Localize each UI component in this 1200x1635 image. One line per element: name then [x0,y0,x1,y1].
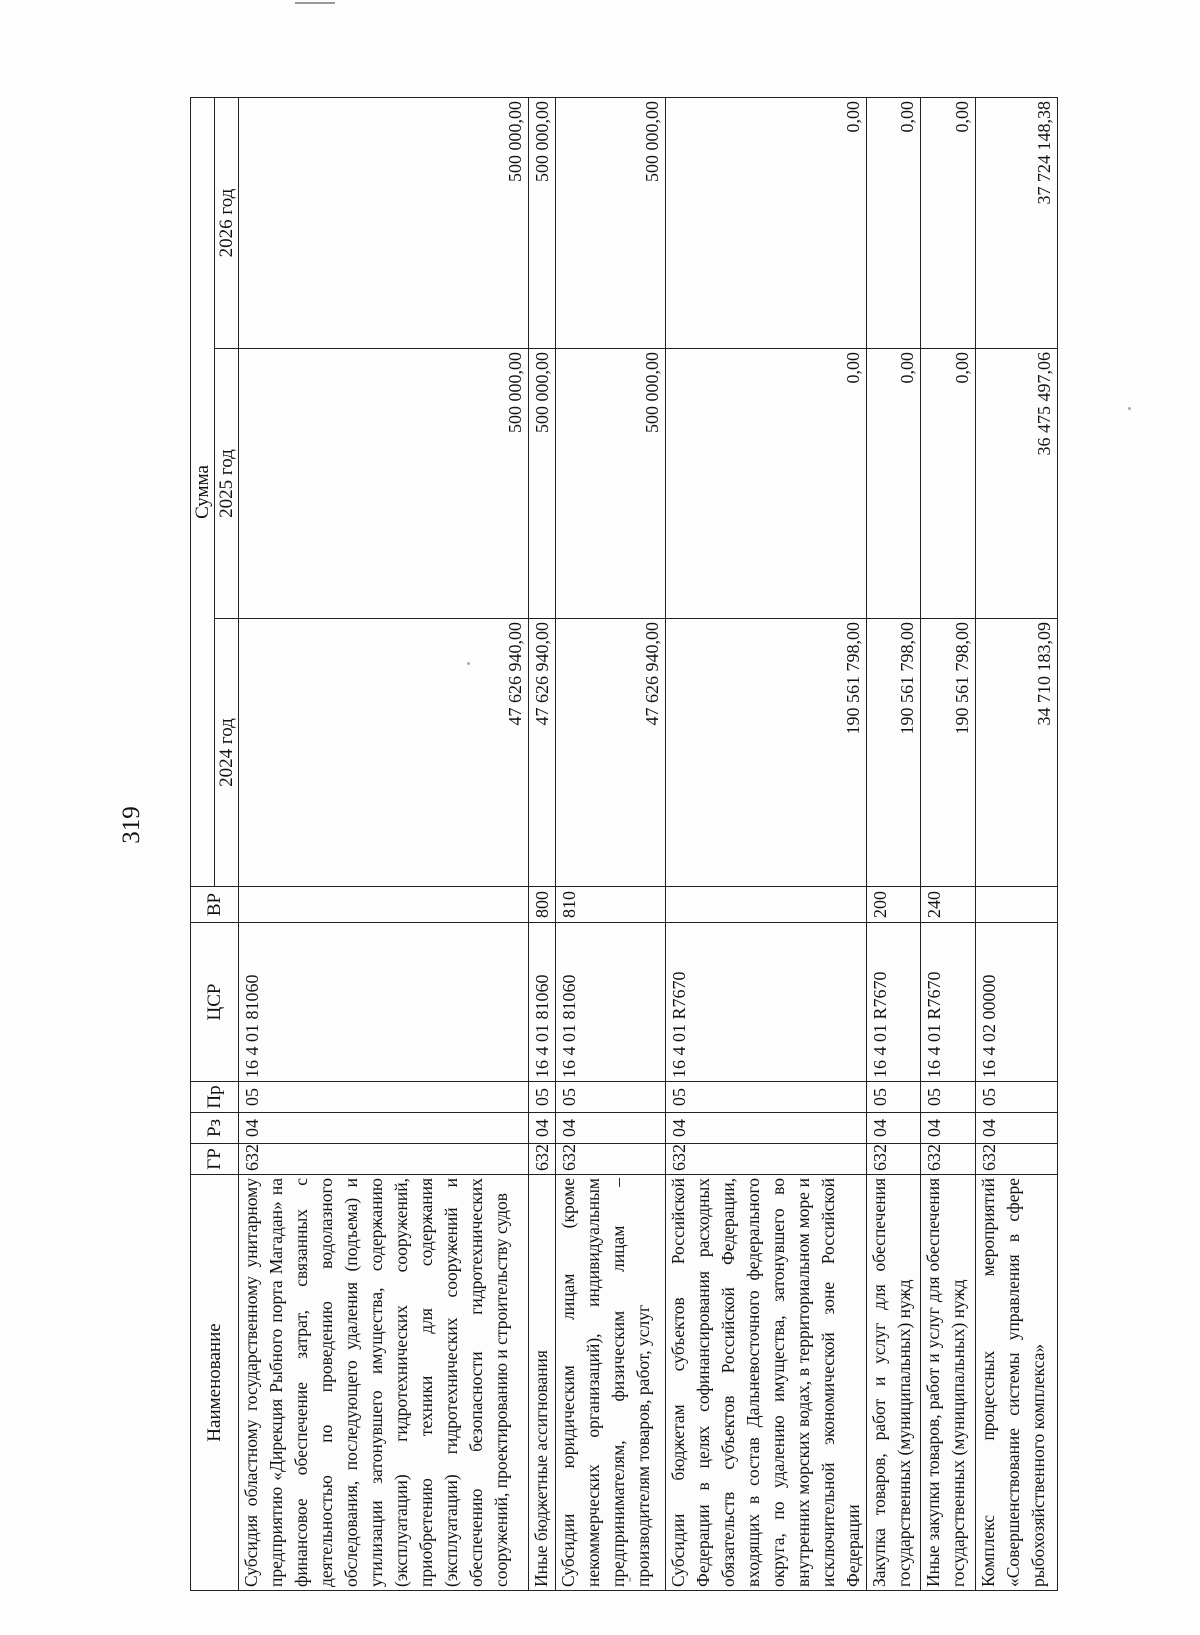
row-sum-2025: 500 000,00 [239,349,529,619]
row-rz: 04 [976,1113,1058,1144]
row-sum-2024: 190 561 798,00 [867,619,921,887]
row-sum-2024: 190 561 798,00 [666,619,867,887]
row-sum-2024: 47 626 940,00 [556,619,666,887]
row-sum-2025: 0,00 [666,349,867,619]
row-sum-2025: 0,00 [921,349,976,619]
row-sum-2026: 0,00 [867,97,921,348]
row-vr: 240 [921,887,976,923]
row-sum-2025: 36 475 497,06 [976,349,1058,619]
row-sum-2026: 0,00 [921,97,976,348]
row-rz: 04 [556,1113,666,1144]
row-name: Закупка товаров, работ и услуг для обеспечения государственных (муниципальных) нужд [867,1175,921,1591]
row-name: Субсидии бюджетам субъектов Российской Федерации в целях софинансирования расходных обязательств субъектов Российской Федерации, входящих в состав Дальневосточного федерального округа, по удалению имущества, затонувшего во внутренних морских водах, в территориальном море и исключительной экономической зоне Российской Федерации [666,1175,867,1591]
row-csr: 16 4 01 81060 [556,923,666,1082]
row-csr: 16 4 01 81060 [239,923,529,1082]
row-sum-2026: 37 724 148,38 [976,97,1058,348]
header-rz: Рз [191,1113,239,1144]
row-sum-2026: 500 000,00 [556,97,666,348]
rotated-table-container [190,98,1054,1591]
table-row [921,97,976,1590]
row-vr: 800 [529,887,556,923]
row-name: Субсидии юридическим лицам (кроме некоммерческих организаций), индивидуальным предпринимателям, физическим лицам – производителям товаров, работ, услуг [556,1175,666,1591]
row-name: Иные бюджетные ассигнования [529,1175,556,1591]
row-sum-2024: 34 710 183,09 [976,619,1058,887]
header-gr: ГР [191,1144,239,1175]
row-gr: 632 [867,1144,921,1175]
row-vr [666,887,867,923]
header-pr: Пр [191,1082,239,1113]
row-vr: 810 [556,887,666,923]
row-gr: 632 [239,1144,529,1175]
row-pr: 05 [921,1082,976,1113]
row-rz: 04 [666,1113,867,1144]
row-csr: 16 4 01 R7670 [921,923,976,1082]
row-vr [976,887,1058,923]
header-csr: ЦСР [191,923,239,1082]
row-vr: 200 [867,887,921,923]
scan-speck [1128,407,1131,410]
header-row-1 [191,97,215,1590]
table-row [529,97,556,1590]
row-sum-2024: 190 561 798,00 [921,619,976,887]
row-vr [239,887,529,923]
row-sum-2024: 47 626 940,00 [529,619,556,887]
row-csr: 16 4 01 81060 [529,923,556,1082]
row-gr: 632 [529,1144,556,1175]
row-rz: 04 [867,1113,921,1144]
row-csr: 16 4 01 R7670 [666,923,867,1082]
row-csr: 16 4 01 R7670 [867,923,921,1082]
row-rz: 04 [529,1113,556,1144]
header-sum: Сумма [191,97,215,886]
row-csr: 16 4 02 00000 [976,923,1058,1082]
row-pr: 05 [976,1082,1058,1113]
row-pr: 05 [529,1082,556,1113]
scan-artifact-line [295,2,335,4]
row-sum-2025: 0,00 [867,349,921,619]
row-name: Иные закупки товаров, работ и услуг для обеспечения государственных (муниципальных) нужд [921,1175,976,1591]
table-row [867,97,921,1590]
row-gr: 632 [666,1144,867,1175]
row-pr: 05 [239,1082,529,1113]
table-row [976,97,1058,1590]
row-rz: 04 [921,1113,976,1144]
header-name: Наименование [191,1175,239,1591]
budget-table [190,97,1058,1591]
row-sum-2024: 47 626 940,00 [239,619,529,887]
table-row [556,97,666,1590]
row-gr: 632 [921,1144,976,1175]
row-sum-2025: 500 000,00 [556,349,666,619]
table-row [666,97,867,1590]
row-pr: 05 [666,1082,867,1113]
header-year-2024: 2024 год [215,619,239,887]
row-gr: 632 [976,1144,1058,1175]
row-gr: 632 [556,1144,666,1175]
row-pr: 05 [867,1082,921,1113]
row-pr: 05 [556,1082,666,1113]
row-sum-2026: 500 000,00 [529,97,556,348]
row-rz: 04 [239,1113,529,1144]
header-year-2026: 2026 год [215,97,239,348]
header-year-2025: 2025 год [215,349,239,619]
row-name: Субсидия областному государственному унитарному предприятию «Дирекция Рыбного порта Магадан» на финансовое обеспечение затрат, связанных с деятельностью по проведению водолазного обследования, последующего удаления (подъема) и утилизации затонувшего имущества, содержанию (эксплуатации) гидротехнических сооружений, приобретению техники для содержания (эксплуатации) гидротехнических сооружений и обеспечению безопасности гидротехнических сооружений, проектированию и строительству судов [239,1175,529,1591]
row-name: Комплекс процессных мероприятий «Совершенствование системы управления в сфере рыбохозяйственного комплекса» [976,1175,1058,1591]
header-vr: ВР [191,887,239,923]
row-sum-2026: 0,00 [666,97,867,348]
row-sum-2025: 500 000,00 [529,349,556,619]
table-row [239,97,529,1590]
page-number: 319 [118,806,145,844]
row-sum-2026: 500 000,00 [239,97,529,348]
